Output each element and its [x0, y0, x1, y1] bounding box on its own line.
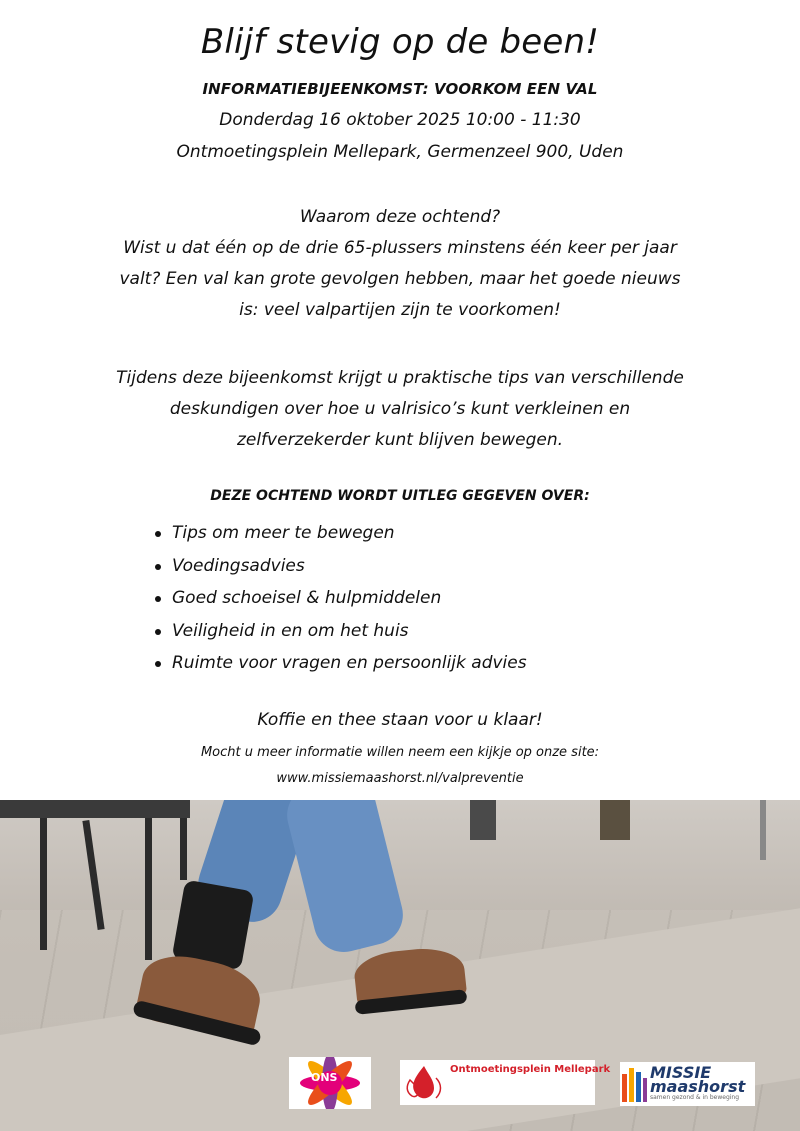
list-item: Goed schoeisel & hulpmiddelen	[152, 582, 527, 615]
intro-paragraph	[0, 202, 800, 326]
subtitle-lead: INFORMATIEBIJEENKOMST:	[202, 80, 429, 98]
background-leg	[470, 800, 496, 840]
ons-logo	[289, 1057, 371, 1109]
missie-wordmark	[650, 1063, 746, 1096]
more-info-text: Mocht u meer informatie willen neem een kijkje op onze site:	[200, 745, 600, 760]
mellepark-logo	[400, 1060, 611, 1105]
tips-line: zelfverzekerder kunt blijven bewegen.	[236, 430, 564, 450]
subtitle-rest: VOORKOM EEN VAL	[428, 80, 598, 98]
intro-line: valt? Een val kan grote gevolgen hebben, maar het goede nieuws	[119, 269, 681, 289]
tips-paragraph	[0, 363, 800, 456]
mellepark-label: Ontmoetingsplein Mellepark	[450, 1064, 611, 1075]
chair-leg	[40, 800, 47, 950]
missie-maashorst-logo	[620, 1062, 755, 1106]
ons-label: ONS	[311, 1071, 338, 1084]
event-date: Donderdag 16 oktober 2025 10:00 - 11:30	[219, 110, 581, 130]
tips-line: Tijdens deze bijeenkomst krijgt u praktische tips van verschillende	[116, 368, 684, 388]
mellepark-drops-icon	[400, 1060, 448, 1105]
intro-line: is: veel valpartijen zijn te voorkomen!	[239, 300, 561, 320]
chair-seat	[0, 800, 190, 818]
missie-line2: maashorst	[650, 1077, 746, 1096]
page-title: Blijf stevig op de been!	[200, 22, 600, 62]
coffee-note: Koffie en thee staan voor u klaar!	[257, 710, 543, 730]
list-item: Ruimte voor vragen en persoonlijk advies	[152, 647, 527, 680]
event-location: Ontmoetingsplein Mellepark, Germenzeel 900, Uden	[176, 142, 624, 162]
topics-heading: DEZE OCHTEND WORDT UITLEG GEGEVEN OVER:	[210, 488, 590, 504]
list-item: Tips om meer te bewegen	[152, 517, 527, 550]
background-leg	[600, 800, 630, 840]
missie-line1: MISSIE	[650, 1063, 712, 1082]
website-link[interactable]: www.missiemaashorst.nl/valpreventie	[276, 771, 524, 786]
intro-line: Waarom deze ochtend?	[299, 207, 501, 227]
event-subtitle	[0, 80, 800, 98]
topics-list	[152, 517, 527, 680]
tips-line: deskundigen over hoe u valrisico’s kunt verkleinen en	[169, 399, 631, 419]
missie-tagline: samen gezond & in beweging	[650, 1094, 740, 1101]
background-leg	[760, 800, 766, 860]
sponsor-logos	[0, 1052, 800, 1112]
chair-leg	[180, 810, 187, 880]
chair-leg	[145, 800, 152, 960]
list-item: Voedingsadvies	[152, 550, 527, 583]
list-item: Veiligheid in en om het huis	[152, 615, 527, 648]
missie-flame-icon	[620, 1064, 648, 1104]
intro-line: Wist u dat één op de drie 65-plussers minstens één keer per jaar	[123, 238, 677, 258]
